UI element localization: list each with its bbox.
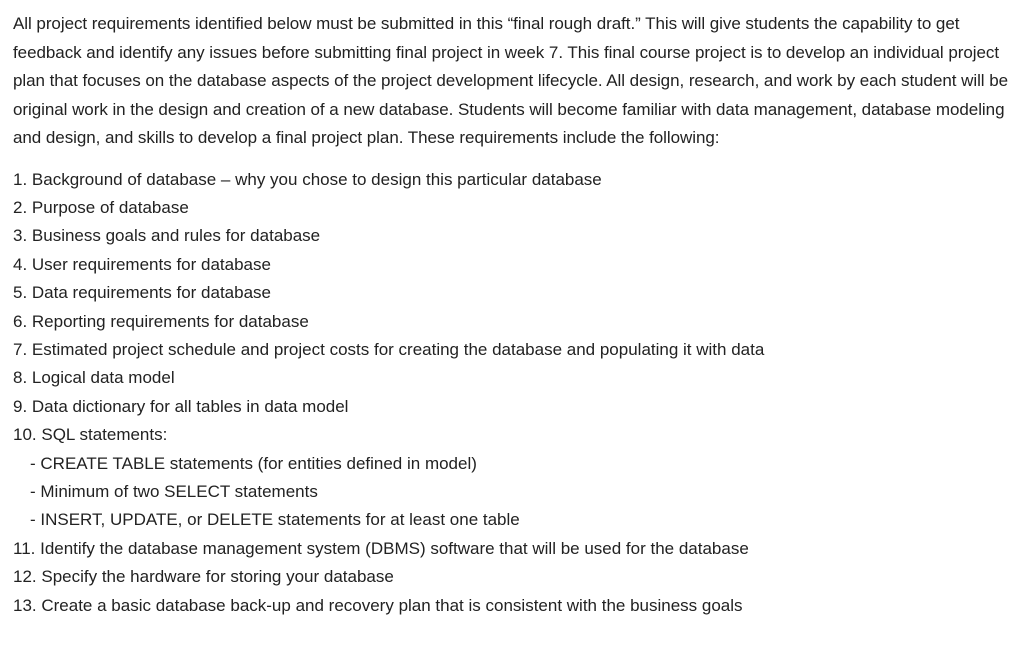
sql-item: - INSERT, UPDATE, or DELETE statements for at least one table (30, 510, 520, 530)
sql-subitems (13, 450, 1013, 535)
requirement-item: 2. Purpose of database (13, 197, 189, 217)
requirement-item: 1. Background of database – why you chose to design this particular database (13, 169, 602, 189)
requirement-item: 9. Data dictionary for all tables in data model (13, 396, 349, 416)
requirement-item: 6. Reporting requirements for database (13, 311, 309, 331)
requirement-item: 7. Estimated project schedule and project costs for creating the database and populating it with data (13, 339, 765, 359)
requirement-item: 4. User requirements for database (13, 254, 271, 274)
requirement-item: 11. Identify the database management system (DBMS) software that will be used for the database (13, 538, 749, 558)
document-page (13, 10, 1013, 620)
sql-item: - Minimum of two SELECT statements (30, 481, 318, 501)
sql-item: - CREATE TABLE statements (for entities defined in model) (30, 453, 477, 473)
requirement-item: 12. Specify the hardware for storing your database (13, 567, 394, 587)
intro-paragraph: All project requirements identified below must be submitted in this “final rough draft.” This will give students the capability to get feedback and identify any issues before submitting final project in week 7. This final course project is to develop an individual project plan that focuses on the database aspects of the project development lifecycle. All design, research, and work by each student will be original work in the design and creation of a new database. Students will become familiar with data management, database modeling and design, and skills to develop a final project plan. These requirements include the following: (13, 14, 1009, 147)
requirement-item: 10. SQL statements: (13, 425, 168, 445)
sql-statements-list (13, 450, 1013, 535)
requirements-list (13, 166, 1013, 621)
requirement-item: 13. Create a basic database back-up and recovery plan that is consistent with the business goals (13, 595, 743, 615)
requirement-item: 8. Logical data model (13, 368, 175, 388)
requirement-item: 5. Data requirements for database (13, 283, 271, 303)
requirement-item: 3. Business goals and rules for database (13, 226, 321, 246)
